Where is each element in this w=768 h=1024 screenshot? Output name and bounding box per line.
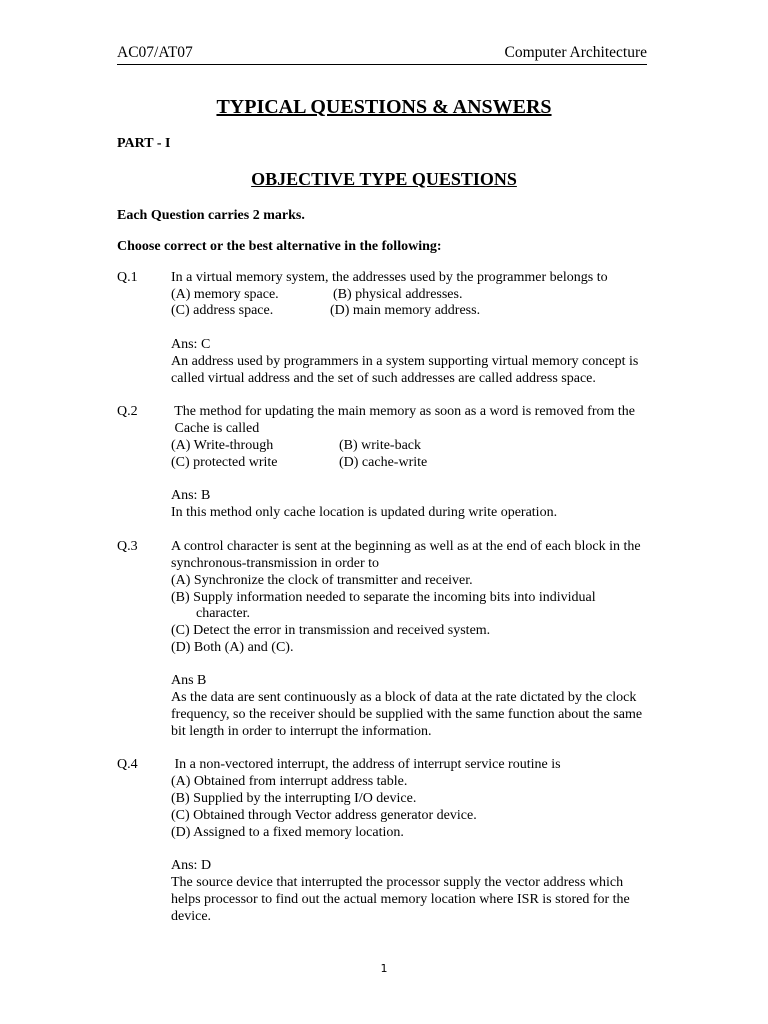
option-a: (A) Obtained from interrupt address table. <box>171 774 408 789</box>
explanation-line: frequency, so the receiver should be supplied with the same function about the same <box>171 707 643 722</box>
explanation-line: In this method only cache location is updated during write operation. <box>171 505 558 520</box>
question-text: A control character is sent at the beginning as well as at the end of each block in the <box>171 539 641 554</box>
option-a: (A) Write-through <box>171 438 274 453</box>
option-b: (B) Supplied by the interrupting I/O device. <box>171 791 417 806</box>
option-a: (A) memory space. <box>171 287 279 302</box>
question-text: In a non-vectored interrupt, the address of interrupt service routine is <box>171 757 561 772</box>
explanation-line: helps processor to find out the actual memory location where ISR is stored for the <box>171 892 630 907</box>
answer: Ans: C <box>171 337 211 352</box>
answer: Ans: B <box>171 488 211 503</box>
option-c: (C) Obtained through Vector address generator device. <box>171 808 477 823</box>
option-d: (D) cache-write <box>339 455 428 470</box>
part-label: PART - I <box>117 136 171 151</box>
option-c: (C) protected write <box>171 455 278 470</box>
option-d: (D) Both (A) and (C). <box>171 640 294 655</box>
explanation-line: bit length in order to interrupt the information. <box>171 724 432 739</box>
answer: Ans: D <box>171 858 212 873</box>
question-number: Q.3 <box>117 539 138 554</box>
explanation-line: As the data are sent continuously as a block of data at the rate dictated by the clock <box>171 690 637 705</box>
document-title: TYPICAL QUESTIONS & ANSWERS <box>216 96 552 118</box>
question-text: Cache is called <box>171 421 260 436</box>
answer: Ans B <box>171 673 207 688</box>
option-b: (B) physical addresses. <box>333 287 463 302</box>
option-d: (D) Assigned to a fixed memory location. <box>171 825 404 840</box>
subject-name: Computer Architecture <box>504 44 647 61</box>
option-d: (D) main memory address. <box>330 303 481 318</box>
question-number: Q.2 <box>117 404 138 419</box>
explanation-line: device. <box>171 909 212 924</box>
page-number: 1 <box>380 962 388 975</box>
question-number: Q.1 <box>117 270 138 285</box>
question-text: In a virtual memory system, the addresses used by the programmer belongs to <box>171 270 608 285</box>
explanation-line: called virtual address and the set of such addresses are called address space. <box>171 371 596 386</box>
question-text: synchronous-transmission in order to <box>171 556 380 571</box>
instruction-marks: Each Question carries 2 marks. <box>117 208 305 223</box>
option-a: (A) Synchronize the clock of transmitter and receiver. <box>171 573 473 588</box>
question-text: The method for updating the main memory as soon as a word is removed from the <box>171 404 635 419</box>
explanation-line: An address used by programmers in a system supporting virtual memory concept is <box>171 354 639 369</box>
option-c: (C) address space. <box>171 303 274 318</box>
section-title: OBJECTIVE TYPE QUESTIONS <box>251 169 517 189</box>
option-b: (B) write-back <box>339 438 422 453</box>
option-b-continued: character. <box>196 606 251 621</box>
instruction-choose: Choose correct or the best alternative in the following: <box>117 239 442 254</box>
page-header <box>117 44 647 65</box>
question-number: Q.4 <box>117 757 138 772</box>
option-b: (B) Supply information needed to separate the incoming bits into individual <box>171 590 596 605</box>
explanation-line: The source device that interrupted the processor supply the vector address which <box>171 875 624 890</box>
course-code: AC07/AT07 <box>117 44 193 61</box>
option-c: (C) Detect the error in transmission and received system. <box>171 623 491 638</box>
